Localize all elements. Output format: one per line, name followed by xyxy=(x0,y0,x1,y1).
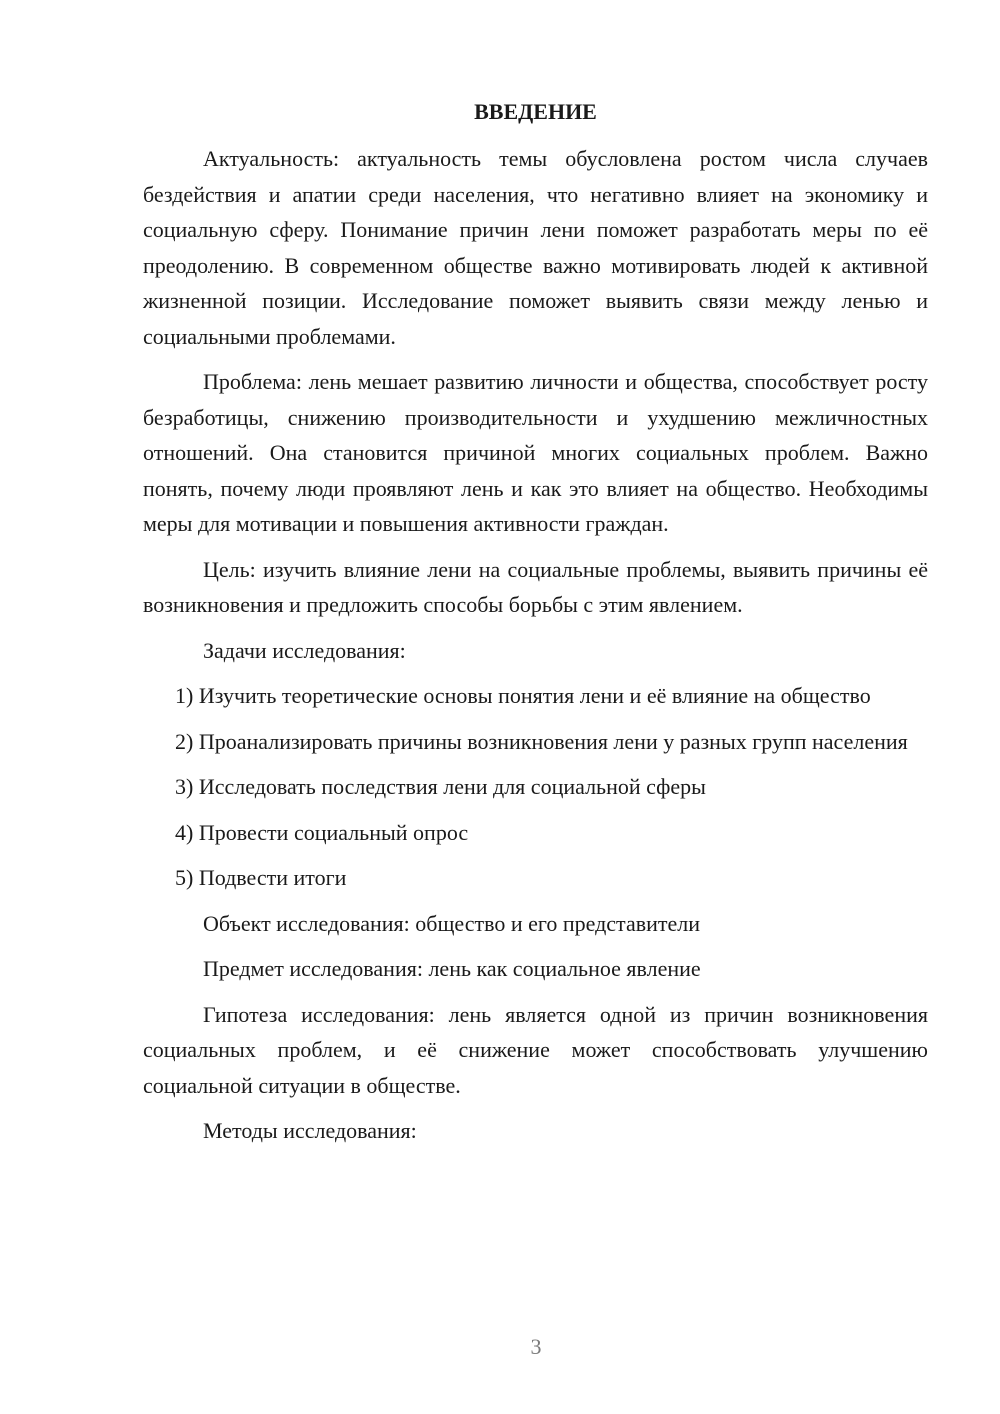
task-item-5: 5) Подвести итоги xyxy=(175,865,347,890)
object-paragraph: Объект исследования: общество и его представители xyxy=(203,910,700,936)
page-title: ВВЕДЕНИЕ xyxy=(474,99,597,124)
goal-paragraph: Цель: изучить влияние лени на социальные проблемы, выявить причины её возникновения и предложить способы борьбы с этим явлением. xyxy=(143,556,928,617)
methods-heading: Методы исследования: xyxy=(203,1118,417,1143)
hypothesis-paragraph: Гипотеза исследования: лень является одной из причин возникновения социальных проблем, и её снижение может способствовать улучшению социальной ситуации в обществе. xyxy=(143,1001,928,1098)
task-item-1: 1) Изучить теоретические основы понятия лени и её влияние на общество xyxy=(175,683,871,708)
tasks-heading: Задачи исследования: xyxy=(203,637,406,663)
page-content xyxy=(143,94,928,1159)
subject-paragraph: Предмет исследования: лень как социальное явление xyxy=(203,956,701,981)
page-number: 3 xyxy=(530,1334,542,1359)
task-item-2: 2) Проанализировать причины возникновения лени у разных групп населения xyxy=(175,728,908,754)
task-item-4: 4) Провести социальный опрос xyxy=(175,819,469,845)
task-item-3: 3) Исследовать последствия лени для социальной сферы xyxy=(175,774,706,799)
problem-paragraph: Проблема: лень мешает развитию личности и общества, способствует росту безработицы, снижению производительности и ухудшению межличностных отношений. Она становится причиной многих социальных проблем. Важно понять, почему люди проявляют лень и как это влияет на общество. Необходимы меры для мотивации и повышения активности граждан. xyxy=(143,369,928,536)
relevance-paragraph: Актуальность: актуальность темы обусловлена ростом числа случаев бездействия и апатии среди населения, что негативно влияет на экономику и социальную сферу. Понимание причин лени поможет разработать меры по её преодолению. В современном обществе важно мотивировать людей к активной жизненной позиции. Исследование поможет выявить связи между ленью и социальными проблемами. xyxy=(143,146,928,349)
